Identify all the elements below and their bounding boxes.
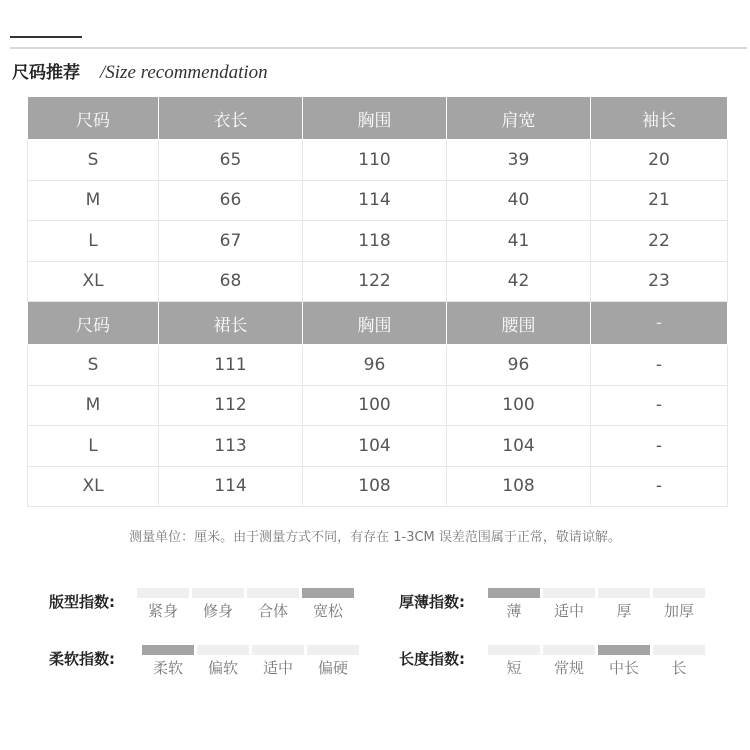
header-cell: 胸围 xyxy=(303,97,447,140)
index-option xyxy=(598,588,650,624)
index-option-label: 适中 xyxy=(553,602,584,620)
measurement-note: 测量单位：厘米。由于测量方式不同，有存在 1-3CM 误差范围属于正常，敬请谅解。 xyxy=(129,530,621,545)
table-cell: 112 xyxy=(159,385,303,426)
index-bar xyxy=(488,588,540,598)
table-cell: 113 xyxy=(159,426,303,467)
table-cell: 96 xyxy=(447,345,591,386)
table-cell: 65 xyxy=(159,140,303,181)
index-label: 厚薄指数: xyxy=(399,593,465,611)
table-cell: 68 xyxy=(159,261,303,302)
table-row xyxy=(28,466,728,507)
index-option-label: 修身 xyxy=(202,602,233,620)
index-option-label: 偏软 xyxy=(207,659,238,677)
table-cell: 39 xyxy=(447,140,591,181)
table-cell: 20 xyxy=(591,140,728,181)
softness-index xyxy=(49,645,359,681)
index-option xyxy=(543,588,595,624)
table-cell: M xyxy=(28,180,159,221)
top-divider xyxy=(10,47,747,49)
index-label: 柔软指数: xyxy=(49,650,115,668)
table-cell: 23 xyxy=(591,261,728,302)
index-option xyxy=(653,588,705,624)
index-option xyxy=(252,645,304,681)
index-bar xyxy=(247,588,299,598)
table-cell: XL xyxy=(28,466,159,507)
index-option-label: 柔软 xyxy=(152,659,183,677)
heading-chinese: 尺码推荐 xyxy=(12,63,80,83)
table-cell: - xyxy=(591,345,728,386)
table-cell: - xyxy=(591,466,728,507)
index-option xyxy=(488,645,540,681)
index-option-selected xyxy=(302,588,354,624)
table-cell: 104 xyxy=(447,426,591,467)
table-cell: 104 xyxy=(303,426,447,467)
index-option xyxy=(192,588,244,624)
index-option-selected xyxy=(142,645,194,681)
table-row xyxy=(28,261,728,302)
index-bar xyxy=(543,645,595,655)
table-row xyxy=(28,180,728,221)
table-cell: - xyxy=(591,385,728,426)
index-option xyxy=(247,588,299,624)
table-cell: 100 xyxy=(447,385,591,426)
fit-index xyxy=(49,588,359,624)
table-cell: 41 xyxy=(447,221,591,262)
table-cell: M xyxy=(28,385,159,426)
index-bar xyxy=(252,645,304,655)
table-cell: 108 xyxy=(447,466,591,507)
index-option-selected xyxy=(488,588,540,624)
table-cell: 40 xyxy=(447,180,591,221)
table-cell: S xyxy=(28,345,159,386)
header-cell: - xyxy=(591,302,728,345)
header-cell: 尺码 xyxy=(28,302,159,345)
index-option-selected xyxy=(598,645,650,681)
index-option xyxy=(653,645,705,681)
heading-english: /Size recommendation xyxy=(100,62,268,83)
index-bar xyxy=(598,588,650,598)
index-option xyxy=(197,645,249,681)
index-label: 版型指数: xyxy=(49,593,115,611)
table-cell: - xyxy=(591,426,728,467)
table-row xyxy=(28,345,728,386)
section-heading xyxy=(12,58,268,84)
table-cell: 122 xyxy=(303,261,447,302)
size-chart-table xyxy=(27,96,728,507)
table-cell: 96 xyxy=(303,345,447,386)
index-option-label: 长 xyxy=(671,659,687,677)
index-option-label: 短 xyxy=(506,659,522,677)
header-cell: 肩宽 xyxy=(447,97,591,140)
index-option-label: 偏硬 xyxy=(317,659,348,677)
table-cell: 21 xyxy=(591,180,728,221)
table-cell: 100 xyxy=(303,385,447,426)
index-bar xyxy=(302,588,354,598)
table-cell: 110 xyxy=(303,140,447,181)
header-cell: 裙长 xyxy=(159,302,303,345)
table-cell: XL xyxy=(28,261,159,302)
table-cell: L xyxy=(28,426,159,467)
bottom-table-header-row xyxy=(28,302,728,345)
index-option-label: 厚 xyxy=(616,602,632,620)
index-option-label: 宽松 xyxy=(312,602,343,620)
table-cell: 67 xyxy=(159,221,303,262)
index-option-label: 中长 xyxy=(608,659,639,677)
index-option-label: 适中 xyxy=(262,659,293,677)
table-cell: 42 xyxy=(447,261,591,302)
header-cell: 袖长 xyxy=(591,97,728,140)
length-index xyxy=(399,645,709,681)
table-row xyxy=(28,140,728,181)
table-cell: 114 xyxy=(303,180,447,221)
header-cell: 衣长 xyxy=(159,97,303,140)
index-option-label: 薄 xyxy=(506,602,522,620)
index-bar xyxy=(137,588,189,598)
index-bar xyxy=(653,588,705,598)
header-cell: 腰围 xyxy=(447,302,591,345)
index-option-label: 紧身 xyxy=(147,602,178,620)
table-row xyxy=(28,426,728,467)
table-row xyxy=(28,385,728,426)
index-bar xyxy=(598,645,650,655)
table-cell: 111 xyxy=(159,345,303,386)
top-accent-rule xyxy=(10,36,82,38)
table-cell: L xyxy=(28,221,159,262)
index-bar xyxy=(197,645,249,655)
table-cell: 22 xyxy=(591,221,728,262)
index-option xyxy=(137,588,189,624)
index-option xyxy=(543,645,595,681)
index-bar xyxy=(192,588,244,598)
table-cell: 118 xyxy=(303,221,447,262)
header-cell: 尺码 xyxy=(28,97,159,140)
index-option-label: 加厚 xyxy=(663,602,694,620)
table-cell: S xyxy=(28,140,159,181)
top-table-header-row xyxy=(28,97,728,140)
header-cell: 胸围 xyxy=(303,302,447,345)
index-bar xyxy=(653,645,705,655)
table-cell: 114 xyxy=(159,466,303,507)
index-bar xyxy=(142,645,194,655)
index-label: 长度指数: xyxy=(399,650,465,668)
table-row xyxy=(28,221,728,262)
table-cell: 66 xyxy=(159,180,303,221)
index-bar xyxy=(488,645,540,655)
index-option-label: 合体 xyxy=(257,602,288,620)
index-bar xyxy=(307,645,359,655)
thickness-index xyxy=(399,588,709,624)
index-option-label: 常规 xyxy=(553,659,584,677)
table-cell: 108 xyxy=(303,466,447,507)
index-bar xyxy=(543,588,595,598)
index-option xyxy=(307,645,359,681)
